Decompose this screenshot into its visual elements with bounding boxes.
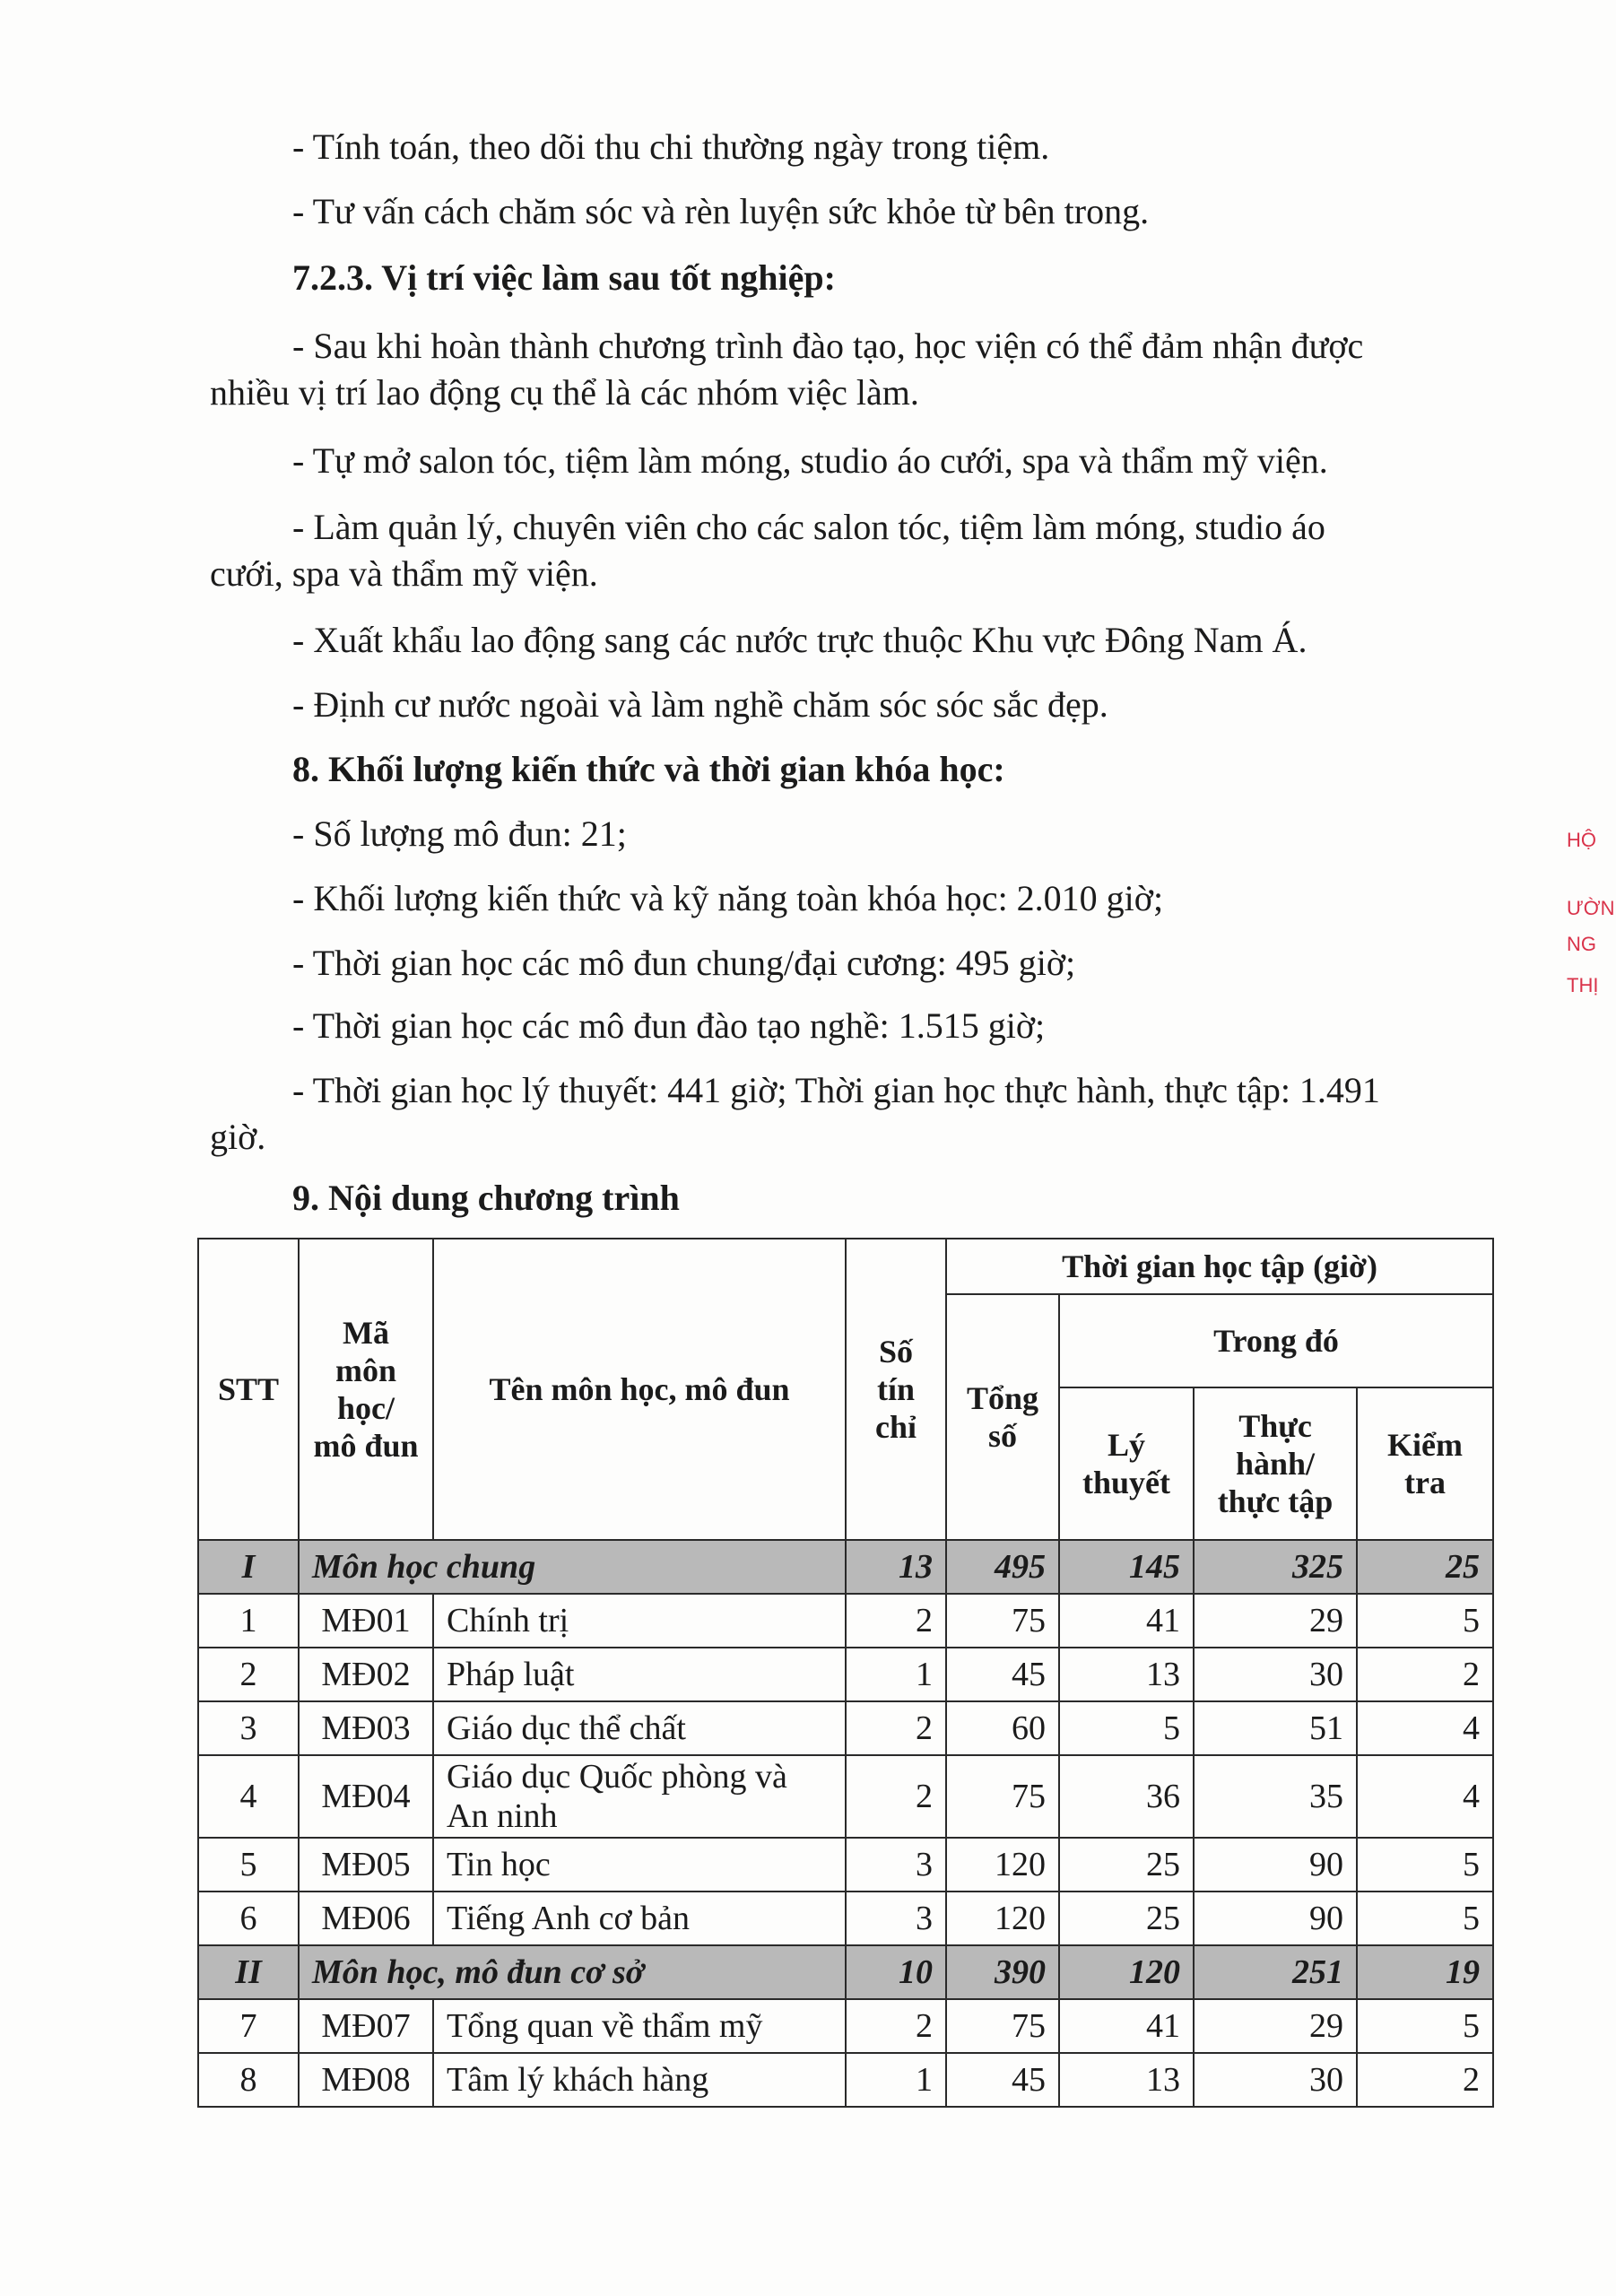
cell-credits: 10 (846, 1945, 946, 1999)
cell-stt: 4 (198, 1755, 299, 1838)
paragraph: - Thời gian học các mô đun chung/đại cương: 495 giờ; (292, 943, 1076, 983)
cell-code: MĐ06 (299, 1892, 433, 1945)
cell-name: Pháp luật (433, 1648, 846, 1701)
cell-total: 75 (946, 1999, 1059, 2053)
cell-exam: 25 (1357, 1540, 1493, 1594)
red-stamp-fragment (1556, 807, 1616, 1103)
cell-name: Tổng quan về thẩm mỹ (433, 1999, 846, 2053)
table-row (198, 2053, 1493, 2107)
cell-theory: 41 (1059, 1594, 1194, 1648)
cell-practice: 90 (1194, 1892, 1357, 1945)
header-theory: Lý thuyết (1059, 1387, 1194, 1540)
cell-total: 495 (946, 1540, 1059, 1594)
cell-name: Chính trị (433, 1594, 846, 1648)
cell-practice: 51 (1194, 1701, 1357, 1755)
paragraph-continuation: cưới, spa và thẩm mỹ viện. (210, 553, 598, 594)
cell-exam: 4 (1357, 1755, 1493, 1838)
cell-name: Tin học (433, 1838, 846, 1892)
cell-practice: 35 (1194, 1755, 1357, 1838)
cell-credits: 1 (846, 2053, 946, 2107)
paragraph: - Tính toán, theo dõi thu chi thường ngày trong tiệm. (292, 126, 1050, 167)
stamp-text: ƯỜN (1567, 897, 1615, 919)
cell-credits: 3 (846, 1892, 946, 1945)
cell-stt: 1 (198, 1594, 299, 1648)
cell-group-name: Môn học chung (299, 1540, 846, 1594)
cell-theory: 13 (1059, 2053, 1194, 2107)
paragraph: - Sau khi hoàn thành chương trình đào tạo, học viện có thể đảm nhận được (292, 326, 1364, 366)
cell-total: 75 (946, 1594, 1059, 1648)
header-module-code: Mã môn học/ mô đun (299, 1239, 433, 1540)
cell-name: Giáo dục Quốc phòng và An ninh (433, 1755, 846, 1838)
header-module-name: Tên môn học, mô đun (433, 1239, 846, 1540)
paragraph-continuation: nhiều vị trí lao động cụ thể là các nhóm việc làm. (210, 372, 919, 413)
cell-stt: 5 (198, 1838, 299, 1892)
cell-practice: 29 (1194, 1999, 1357, 2053)
cell-theory: 145 (1059, 1540, 1194, 1594)
cell-stt: 7 (198, 1999, 299, 2053)
paragraph: - Tư vấn cách chăm sóc và rèn luyện sức khỏe từ bên trong. (292, 191, 1150, 231)
cell-credits: 3 (846, 1838, 946, 1892)
header-exam: Kiểm tra (1357, 1387, 1493, 1540)
stamp-text: NG (1567, 933, 1596, 955)
cell-exam: 4 (1357, 1701, 1493, 1755)
group-row (198, 1945, 1493, 1999)
cell-total: 60 (946, 1701, 1059, 1755)
cell-stt: 2 (198, 1648, 299, 1701)
cell-exam: 19 (1357, 1945, 1493, 1999)
table-row (198, 1648, 1493, 1701)
cell-practice: 90 (1194, 1838, 1357, 1892)
cell-credits: 2 (846, 1999, 946, 2053)
table-row (198, 1999, 1493, 2053)
cell-credits: 1 (846, 1648, 946, 1701)
cell-exam: 5 (1357, 1838, 1493, 1892)
cell-credits: 2 (846, 1594, 946, 1648)
paragraph-continuation: giờ. (210, 1117, 266, 1157)
cell-name: Giáo dục thể chất (433, 1701, 846, 1755)
cell-theory: 5 (1059, 1701, 1194, 1755)
cell-practice: 30 (1194, 2053, 1357, 2107)
header-credits: Số tín chỉ (846, 1239, 946, 1540)
cell-code: MĐ07 (299, 1999, 433, 2053)
cell-total: 120 (946, 1838, 1059, 1892)
section-heading: 8. Khối lượng kiến thức và thời gian khóa học: (292, 749, 1005, 789)
paragraph: - Thời gian học các mô đun đào tạo nghề: 1.515 giờ; (292, 1005, 1046, 1046)
curriculum-table (197, 1238, 1494, 2108)
paragraph: - Xuất khẩu lao động sang các nước trực thuộc Khu vực Đông Nam Á. (292, 620, 1308, 660)
cell-code: MĐ03 (299, 1701, 433, 1755)
paragraph: - Định cư nước ngoài và làm nghề chăm sóc sóc sắc đẹp. (292, 684, 1108, 725)
cell-exam: 5 (1357, 1892, 1493, 1945)
paragraph: - Thời gian học lý thuyết: 441 giờ; Thời gian học thực hành, thực tập: 1.491 (292, 1070, 1380, 1110)
cell-stt: II (198, 1945, 299, 1999)
cell-exam: 5 (1357, 1594, 1493, 1648)
section-heading: 9. Nội dung chương trình (292, 1178, 680, 1218)
cell-code: MĐ02 (299, 1648, 433, 1701)
header-of-which: Trong đó (1059, 1294, 1493, 1387)
cell-theory: 25 (1059, 1892, 1194, 1945)
header-practice: Thực hành/ thực tập (1194, 1387, 1357, 1540)
cell-stt: 8 (198, 2053, 299, 2107)
cell-theory: 41 (1059, 1999, 1194, 2053)
table-row (198, 1892, 1493, 1945)
cell-total: 45 (946, 2053, 1059, 2107)
cell-stt: I (198, 1540, 299, 1594)
cell-theory: 36 (1059, 1755, 1194, 1838)
table-row (198, 1701, 1493, 1755)
header-stt: STT (198, 1239, 299, 1540)
table-row (198, 1755, 1493, 1838)
cell-theory: 120 (1059, 1945, 1194, 1999)
cell-credits: 2 (846, 1701, 946, 1755)
stamp-text: HỘ (1567, 829, 1596, 851)
cell-exam: 2 (1357, 1648, 1493, 1701)
header-total: Tổng số (946, 1294, 1059, 1540)
cell-practice: 251 (1194, 1945, 1357, 1999)
cell-group-name: Môn học, mô đun cơ sở (299, 1945, 846, 1999)
paragraph: - Khối lượng kiến thức và kỹ năng toàn khóa học: 2.010 giờ; (292, 878, 1164, 918)
table-row (198, 1594, 1493, 1648)
cell-code: MĐ01 (299, 1594, 433, 1648)
cell-theory: 25 (1059, 1838, 1194, 1892)
cell-credits: 2 (846, 1755, 946, 1838)
cell-total: 75 (946, 1755, 1059, 1838)
cell-stt: 6 (198, 1892, 299, 1945)
paragraph: - Làm quản lý, chuyên viên cho các salon tóc, tiệm làm móng, studio áo (292, 507, 1325, 547)
paragraph: - Tự mở salon tóc, tiệm làm móng, studio áo cưới, spa và thẩm mỹ viện. (292, 440, 1328, 481)
cell-credits: 13 (846, 1540, 946, 1594)
cell-total: 390 (946, 1945, 1059, 1999)
cell-total: 120 (946, 1892, 1059, 1945)
cell-stt: 3 (198, 1701, 299, 1755)
cell-exam: 5 (1357, 1999, 1493, 2053)
header-study-time: Thời gian học tập (giờ) (946, 1239, 1493, 1294)
stamp-text: THỊ (1567, 974, 1599, 996)
cell-name: Tiếng Anh cơ bản (433, 1892, 846, 1945)
cell-theory: 13 (1059, 1648, 1194, 1701)
cell-exam: 2 (1357, 2053, 1493, 2107)
section-heading: 7.2.3. Vị trí việc làm sau tốt nghiệp: (292, 257, 836, 298)
cell-name: Tâm lý khách hàng (433, 2053, 846, 2107)
cell-total: 45 (946, 1648, 1059, 1701)
cell-code: MĐ05 (299, 1838, 433, 1892)
paragraph: - Số lượng mô đun: 21; (292, 813, 627, 854)
cell-code: MĐ04 (299, 1755, 433, 1838)
cell-code: MĐ08 (299, 2053, 433, 2107)
cell-practice: 29 (1194, 1594, 1357, 1648)
group-row (198, 1540, 1493, 1594)
cell-practice: 30 (1194, 1648, 1357, 1701)
cell-practice: 325 (1194, 1540, 1357, 1594)
table-row (198, 1838, 1493, 1892)
